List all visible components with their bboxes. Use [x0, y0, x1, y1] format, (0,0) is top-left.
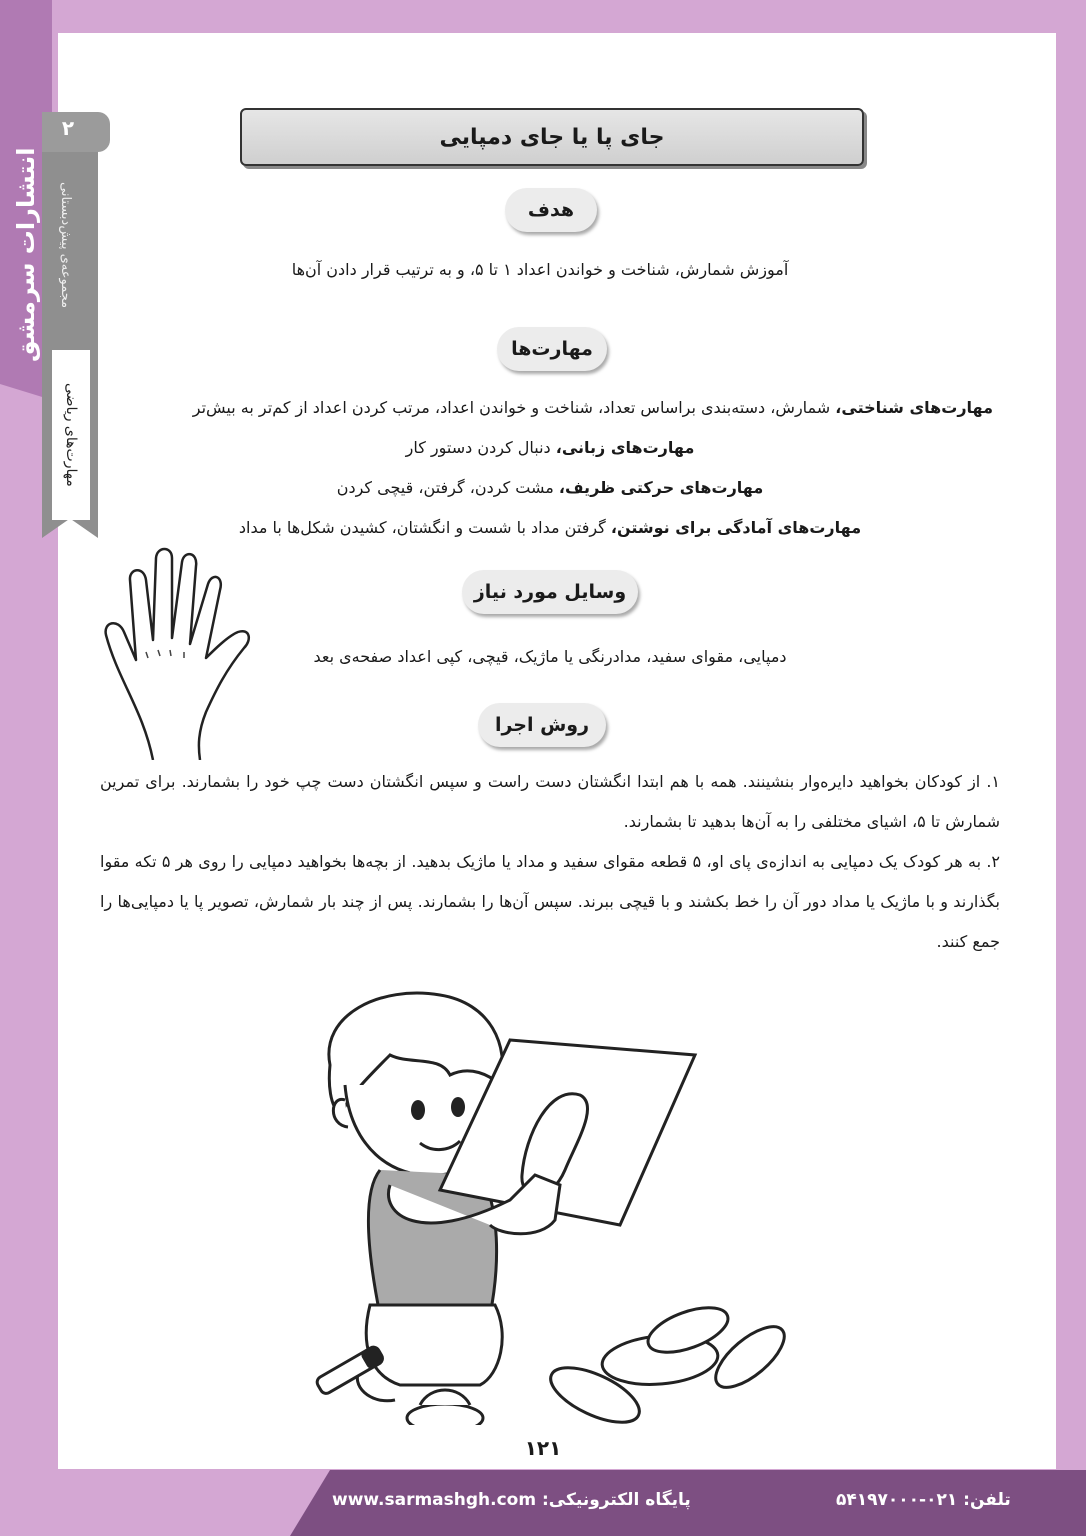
series-name: مجموعه‌ی پیش‌دبستانی: [58, 181, 73, 309]
method-steps: [100, 762, 1000, 962]
goal-heading: هدف: [505, 188, 597, 232]
skill-label: مهارت‌های شناختی،: [835, 398, 993, 417]
hand-illustration: [98, 540, 258, 760]
page-title: جای پا یا جای دمپایی: [439, 124, 665, 150]
skill-label: مهارت‌های حرکتی ظریف،: [558, 478, 764, 497]
page-number: ۱۲۱: [524, 1436, 562, 1460]
skill-language: [300, 436, 800, 460]
skill-desc: دنبال کردن دستور کار: [405, 438, 556, 457]
website-link[interactable]: [332, 1490, 691, 1510]
publisher-name: انتشارات سرمشق: [12, 147, 40, 363]
website-label: پایگاه الکترونیکی:: [542, 1490, 691, 1510]
skills-heading: مهارت‌ها: [497, 327, 607, 371]
skill-cognitive: [95, 396, 993, 420]
skill-desc: شمارش، دسته‌بندی براساس تعداد، شناخت و خواندن اعداد، مرتب کردن اعداد از کم‌تر به بیش‌تر: [192, 398, 836, 417]
skill-fine-motor: [300, 476, 800, 500]
title-banner: [240, 108, 864, 166]
chapter-name: مهارت‌های ریاضی: [63, 383, 79, 487]
child-tracing-illustration: [300, 985, 800, 1425]
website-url: www.sarmashgh.com: [332, 1490, 537, 1510]
skill-desc: مشت کردن، گرفتن، قیچی کردن: [336, 478, 559, 497]
materials-text: دمپایی، مقوای سفید، مدادرنگی یا ماژیک، قیچی، کپی اعداد صفحه‌ی بعد: [313, 647, 787, 666]
phone-label: تلفن:: [963, 1490, 1011, 1510]
goal-text: آموزش شمارش، شناخت و خواندن اعداد ۱ تا ۵، و به ترتیب قرار دادن آن‌ها: [291, 260, 789, 279]
method-step-1: ۱. از کودکان بخواهید دایره‌وار بنشینند. همه با هم ابتدا انگشتان دست راست و سپس انگشتان دست چپ خود را بشمارند. برای تمرین شمارش تا ۵، اشیای مختلفی را به آن‌ها بدهید تا بشمارند.: [100, 772, 1000, 831]
phone-info: [836, 1490, 1011, 1510]
method-step-2: ۲. به هر کودک یک دمپایی به اندازه‌ی پای او، ۵ قطعه مقوای سفید و مداد یا ماژیک بدهید. از بچه‌ها بخواهید دمپایی را روی هر ۵ تکه مقوا بگذارند و با ماژیک یا مداد دور آن را خط بکشند و با قیچی ببرند. سپس آن‌ها را بشمارند. پس از چند بار شمارش، تصویر پا یا دمپایی‌ها را جمع کنند.: [100, 852, 1001, 951]
skill-pre-writing: [190, 516, 910, 540]
materials-heading: وسایل مورد نیاز: [462, 570, 638, 614]
footer: [0, 1470, 1086, 1536]
skill-desc: گرفتن مداد با شست و انگشتان، کشیدن شکل‌ها با مداد: [238, 518, 611, 537]
method-heading: روش اجرا: [478, 703, 606, 747]
section-number: ۲: [61, 116, 75, 140]
skill-label: مهارت‌های آمادگی برای نوشتن،: [610, 518, 862, 537]
phone-number: ۰۲۱-۵۴۱۹۷۰۰۰: [836, 1490, 958, 1510]
skill-label: مهارت‌های زبانی،: [555, 438, 695, 457]
